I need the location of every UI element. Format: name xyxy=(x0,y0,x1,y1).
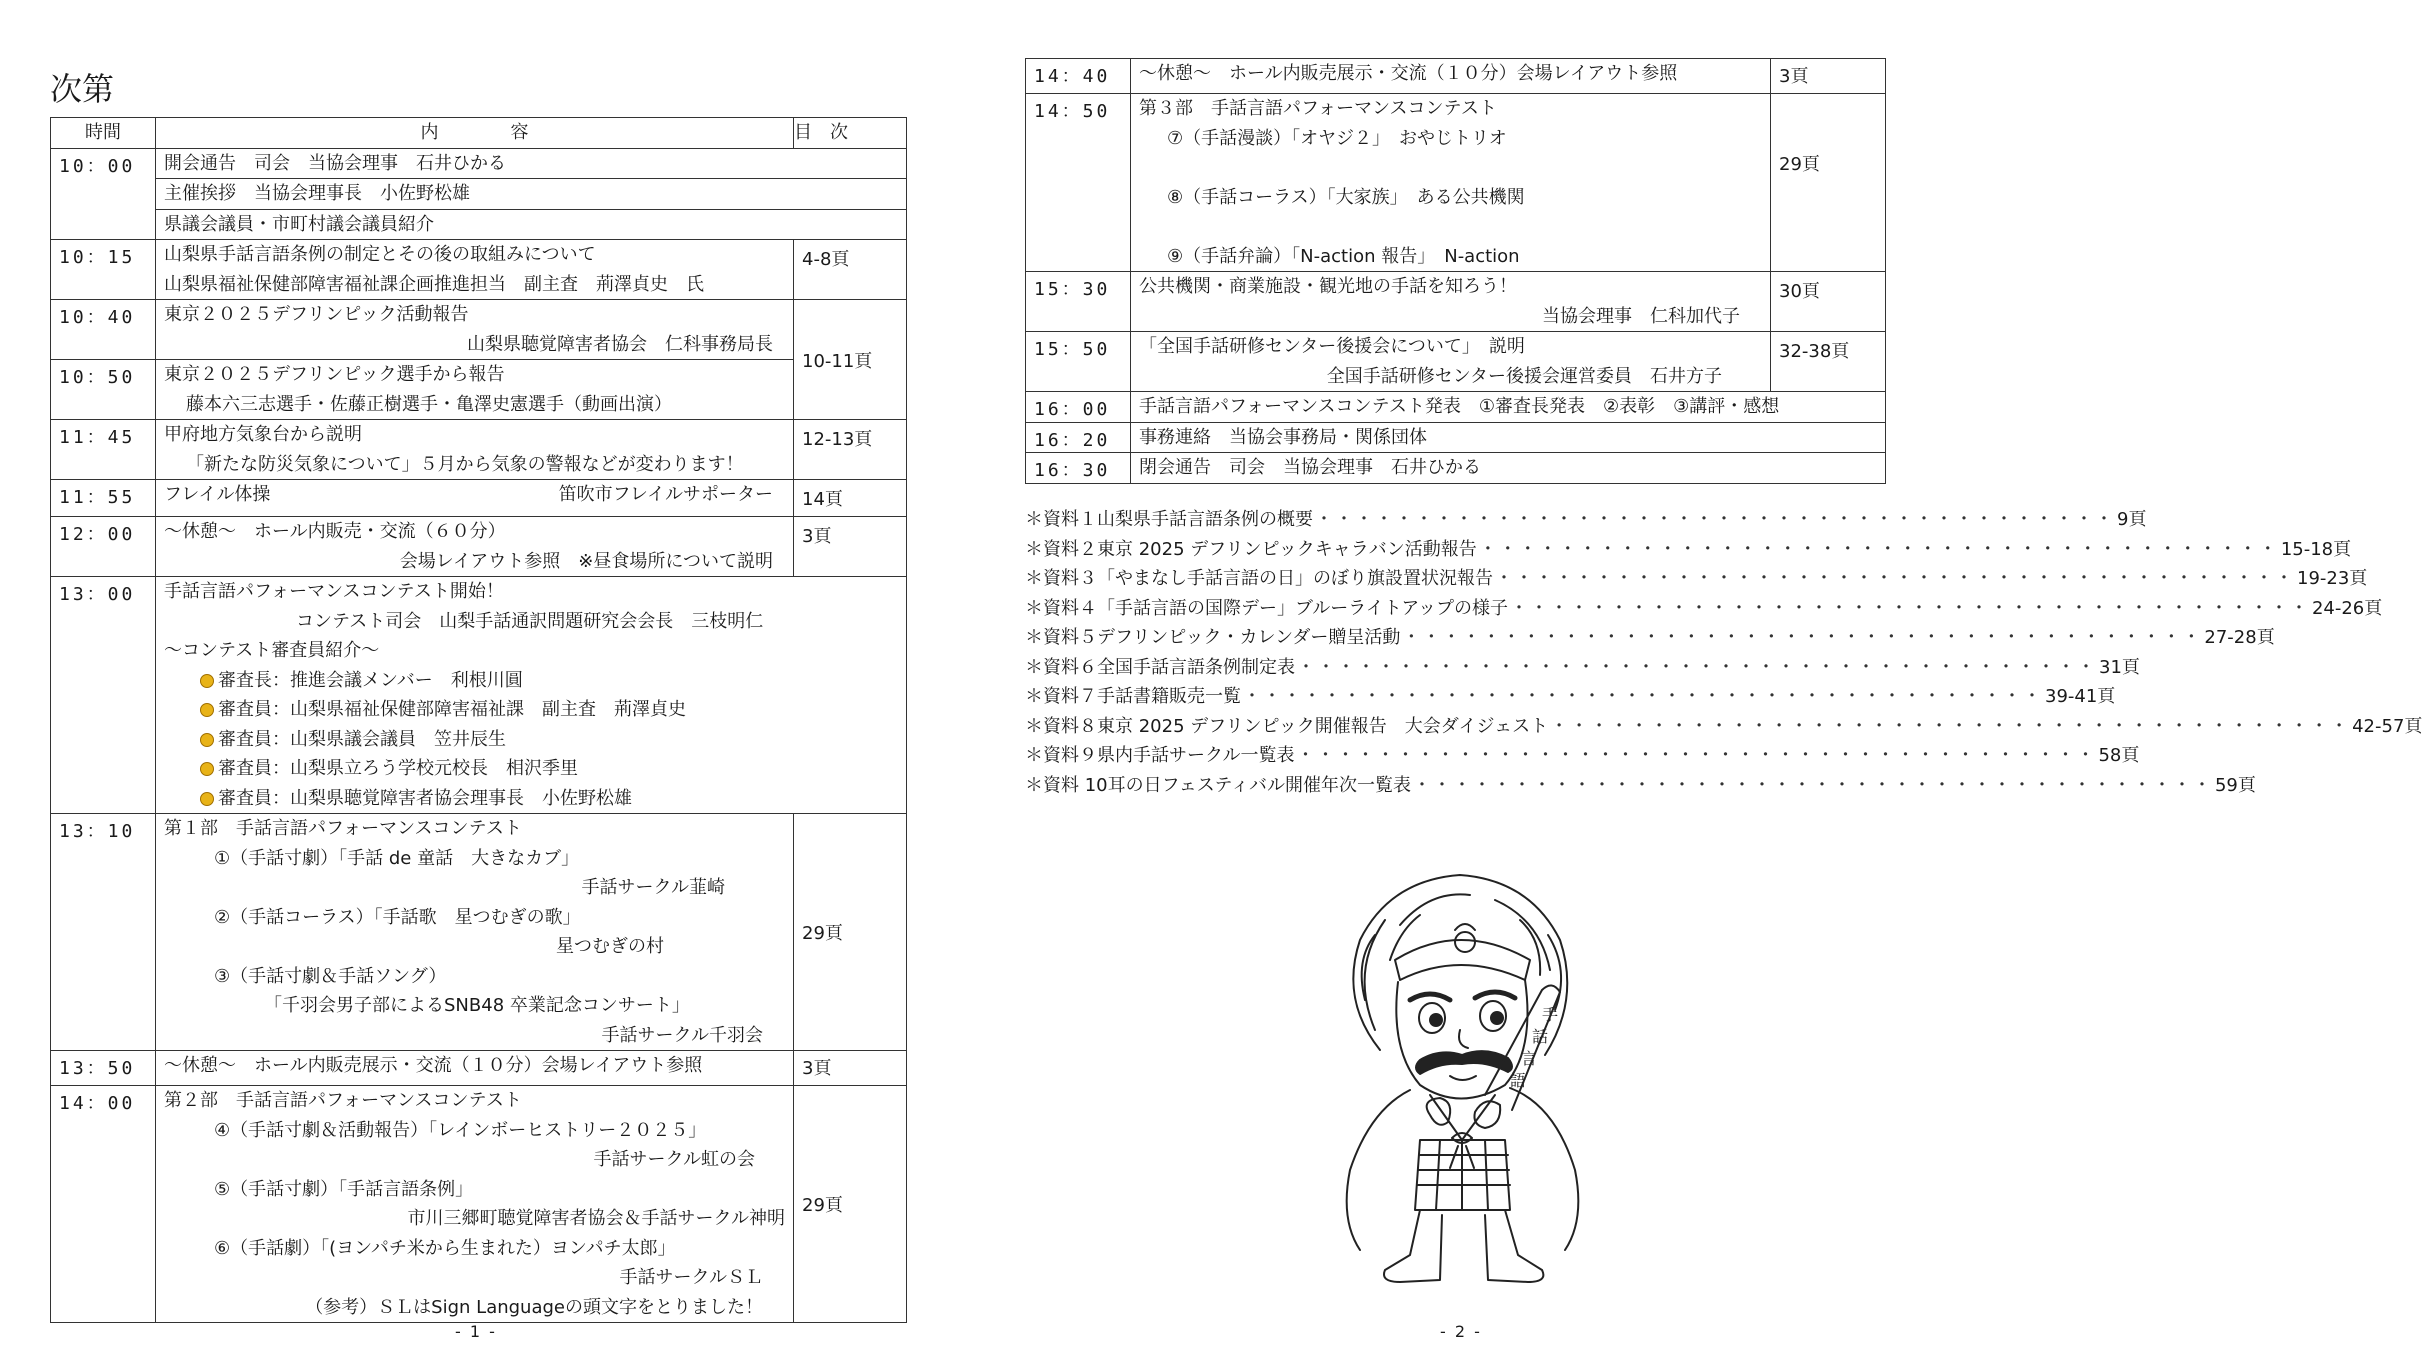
schedule-row xyxy=(51,517,907,577)
row-content xyxy=(156,577,907,814)
row-line: ～コンテスト審査員紹介～ xyxy=(164,640,380,661)
row-content xyxy=(156,420,794,480)
row-line-left: フレイル体操 xyxy=(164,484,271,505)
sunflower-icon xyxy=(200,674,214,688)
row-content xyxy=(1131,94,1771,272)
row-pages: 32-38頁 xyxy=(1771,332,1886,392)
row-line: 藤本六三志選手・佐藤正樹選手・亀澤史憲選手（動画出演） xyxy=(186,393,672,415)
schedule-table-left xyxy=(50,117,907,1323)
row-line: 会場レイアウト参照 ※昼食場所について説明 xyxy=(399,550,773,572)
row-line: 閉会通告 司会 当協会理事 石井ひかる xyxy=(1139,457,1481,478)
row-line: 星つむぎの村 xyxy=(556,936,664,957)
list-item: ＊資料８ 東京 2025 デフリンピック開催報告 大会ダイジェスト ・・・・・・・・・・・・・・・・・・・・・・・・・・・・・・・・・・・・・・・・ 42-57頁 xyxy=(1025,715,2422,737)
row-line: 「新たな防災気象について」５月から気象の警報などが変わります！ xyxy=(186,453,744,475)
list-item: ＊資料 10 耳の日フェスティバル開催年次一覧表 ・・・・・・・・・・・・・・・・・・・・・・・・・・・・・・・・・・・・・・・・ 59頁 xyxy=(1025,774,2256,796)
row-line: 山梨県福祉保健部障害福祉課企画推進担当 副主査 荊澤貞史 氏 xyxy=(164,273,704,295)
row-time: 13：10 xyxy=(51,814,156,1051)
row-time: 16：00 xyxy=(1026,392,1131,423)
judge-line: 審査員：山梨県立ろう学校元校長 相沢季里 xyxy=(156,754,906,784)
schedule-row xyxy=(1026,94,1886,272)
row-content xyxy=(156,240,794,300)
list-item: ＊資料７ 手話書籍販売一覧 ・・・・・・・・・・・・・・・・・・・・・・・・・・・・・・・・・・・・・・・・ 39-41頁 xyxy=(1025,686,2116,707)
row-line: 甲府地方気象台から説明 xyxy=(164,424,362,445)
row-time: 13：50 xyxy=(51,1051,156,1086)
row-time: 15：30 xyxy=(1026,272,1131,332)
row-content xyxy=(156,148,907,240)
row-time: 16：20 xyxy=(1026,422,1131,453)
header-content: 内 容 xyxy=(156,118,794,149)
sunflower-icon xyxy=(200,762,214,776)
svg-text:話: 話 xyxy=(1532,1027,1549,1046)
row-content xyxy=(156,1051,794,1086)
schedule-row xyxy=(51,300,907,360)
row-line: ⑧（手話コーラス）「大家族」 ある公共機関 xyxy=(1167,186,1525,208)
row-line: 手話言語パフォーマンスコンテスト開始！ xyxy=(164,581,504,602)
row-time: 14：50 xyxy=(1026,94,1131,272)
list-item: ＊資料４ 「手話言語の国際デー」ブルーライトアップの様子 ・・・・・・・・・・・・・・・・・・・・・・・・・・・・・・・・・・・・・・・・ 24-26頁 xyxy=(1025,597,2383,619)
sunflower-icon xyxy=(200,792,214,806)
row-line: 手話サークル虹の会 xyxy=(593,1149,755,1170)
row-line: 「千羽会男子部によるSNB48 卒業記念コンサート」 xyxy=(264,995,690,1016)
sunflower-icon xyxy=(200,733,214,747)
row-time: 10：50 xyxy=(51,360,156,420)
page-title: 次第 xyxy=(50,70,115,108)
row-time: 11：45 xyxy=(51,420,156,480)
row-line: 全国手話研修センター後援会運営委員 石井方子 xyxy=(1326,365,1722,387)
schedule-row xyxy=(51,1051,907,1086)
row-pages: 12-13頁 xyxy=(794,420,907,480)
row-time: 14：40 xyxy=(1026,59,1131,94)
schedule-row xyxy=(51,240,907,300)
row-line: 開会通告 司会 当協会理事 石井ひかる xyxy=(156,149,906,180)
row-content xyxy=(1131,392,1886,423)
header-pages: 目 次 xyxy=(794,118,907,149)
schedule-row xyxy=(51,480,907,517)
row-pages: 3頁 xyxy=(1771,59,1886,94)
row-line: 「全国手話研修センター後援会について」 説明 xyxy=(1139,336,1525,357)
row-content xyxy=(156,480,794,517)
table-header-row xyxy=(51,118,907,149)
row-line: ①（手話寸劇）「手話 de 童話 大きなカブ」 xyxy=(214,847,580,869)
page-number-left: - 1 - xyxy=(455,1322,497,1341)
row-pages: 30頁 xyxy=(1771,272,1886,332)
svg-text:語: 語 xyxy=(1510,1071,1527,1090)
svg-text:言: 言 xyxy=(1521,1049,1538,1068)
schedule-row xyxy=(51,814,907,1051)
row-line: ～休憩～ ホール内販売・交流（６０分） xyxy=(164,521,506,542)
row-line: 当協会理事 仁科加代子 xyxy=(1542,305,1740,327)
row-time: 13：00 xyxy=(51,577,156,814)
row-pages: 3頁 xyxy=(794,1051,907,1086)
row-line: ⑤（手話寸劇）「手話言語条例」 xyxy=(214,1178,474,1200)
row-content xyxy=(156,1086,794,1323)
schedule-row xyxy=(51,420,907,480)
row-content xyxy=(156,517,794,577)
row-line: 手話サークルＳＬ xyxy=(619,1267,763,1288)
row-content xyxy=(1131,332,1771,392)
row-line: ④（手話寸劇＆活動報告）「レインボーヒストリー２０２５」 xyxy=(214,1119,707,1141)
row-content xyxy=(156,360,794,420)
schedule-row xyxy=(1026,392,1886,423)
row-pages: 29頁 xyxy=(1771,94,1886,272)
list-item: ＊資料３ 「やまなし手話言語の日」のぼり旗設置状況報告 ・・・・・・・・・・・・・・・・・・・・・・・・・・・・・・・・・・・・・・・・ 19-23頁 xyxy=(1025,568,2368,589)
schedule-row xyxy=(1026,453,1886,484)
schedule-row xyxy=(1026,332,1886,392)
row-line: ②（手話コーラス）「手話歌 星つむぎの歌」 xyxy=(214,906,581,928)
row-content xyxy=(156,300,794,360)
row-time: 11：55 xyxy=(51,480,156,517)
row-line: 第２部 手話言語パフォーマンスコンテスト xyxy=(164,1090,522,1111)
row-line: 東京２０２５デフリンピック選手から報告 xyxy=(164,364,505,385)
schedule-row xyxy=(51,360,907,420)
schedule-table-right xyxy=(1025,58,1886,484)
row-line xyxy=(156,480,793,510)
judge-line: 審査員：山梨県議会議員 笠井辰生 xyxy=(156,725,906,755)
row-line: ⑨（手話弁論）「N-action 報告」 N-action xyxy=(1167,245,1520,267)
row-line: ～休憩～ ホール内販売展示・交流（１０分）会場レイアウト参照 xyxy=(1139,63,1678,84)
schedule-row xyxy=(1026,59,1886,94)
row-line: ～休憩～ ホール内販売展示・交流（１０分）会場レイアウト参照 xyxy=(164,1055,703,1076)
row-time: 10：15 xyxy=(51,240,156,300)
row-line: 第３部 手話言語パフォーマンスコンテスト xyxy=(1139,98,1497,119)
schedule-row xyxy=(51,148,907,240)
materials-list xyxy=(1025,505,2422,800)
row-line: コンテスト司会 山梨手話通訳問題研究会会長 三枝明仁 xyxy=(296,610,764,632)
row-time: 15：50 xyxy=(1026,332,1131,392)
row-time: 16：30 xyxy=(1026,453,1131,484)
row-line: 主催挨拶 当協会理事長 小佐野松雄 xyxy=(156,179,906,210)
row-content xyxy=(1131,272,1771,332)
row-time: 10：00 xyxy=(51,148,156,240)
list-item: ＊資料９ 県内手話サークル一覧表 ・・・・・・・・・・・・・・・・・・・・・・・・・・・・・・・・・・・・・・・・ 58頁 xyxy=(1025,745,2140,766)
row-content xyxy=(1131,59,1771,94)
mascot-illustration xyxy=(1280,850,1640,1300)
row-line: 山梨県聴覚障害者協会 仁科事務局長 xyxy=(467,333,773,355)
row-time: 14：00 xyxy=(51,1086,156,1323)
row-line: 第１部 手話言語パフォーマンスコンテスト xyxy=(164,818,522,839)
row-content xyxy=(156,814,794,1051)
row-line: ③（手話寸劇＆手話ソング） xyxy=(214,965,447,987)
row-pages: 14頁 xyxy=(794,480,907,517)
judge-line: 審査長：推進会議メンバー 利根川圓 xyxy=(156,666,906,696)
row-pages: 29頁 xyxy=(794,814,907,1051)
row-line: ⑥（手話劇）「(ヨンパチ米から生まれた）ヨンパチ太郎」 xyxy=(214,1237,676,1259)
sunflower-icon xyxy=(200,703,214,717)
list-item: ＊資料１ 山梨県手話言語条例の概要 ・・・・・・・・・・・・・・・・・・・・・・・・・・・・・・・・・・・・・・・・ 9頁 xyxy=(1025,509,2147,530)
row-line: 手話サークル千羽会 xyxy=(601,1024,763,1046)
schedule-row xyxy=(51,577,907,814)
row-line: 東京２０２５デフリンピック活動報告 xyxy=(164,304,469,325)
row-line: 手話サークル韮崎 xyxy=(581,877,725,898)
row-line: 市川三郷町聴覚障害者協会＆手話サークル神明 xyxy=(407,1208,785,1229)
row-pages: 29頁 xyxy=(794,1086,907,1323)
row-pages: 3頁 xyxy=(794,517,907,577)
judge-line: 審査員：山梨県聴覚障害者協会理事長 小佐野松雄 xyxy=(156,784,906,814)
row-time: 12：00 xyxy=(51,517,156,577)
schedule-row xyxy=(51,1086,907,1323)
svg-text:手: 手 xyxy=(1542,1005,1559,1024)
header-time: 時間 xyxy=(51,118,156,149)
judge-line: 審査員：山梨県福祉保健部障害福祉課 副主査 荊澤貞史 xyxy=(156,695,906,725)
page-number-right: - 2 - xyxy=(1440,1322,1482,1341)
list-item: ＊資料５ デフリンピック・カレンダー贈呈活動 ・・・・・・・・・・・・・・・・・・・・・・・・・・・・・・・・・・・・・・・・ 27-28頁 xyxy=(1025,627,2275,648)
row-line: 県議会議員・市町村議会議員紹介 xyxy=(164,213,434,235)
row-line: 事務連絡 当協会事務局・関係団体 xyxy=(1139,426,1427,448)
row-content xyxy=(1131,422,1886,453)
list-item: ＊資料２ 東京 2025 デフリンピックキャラバン活動報告 ・・・・・・・・・・・・・・・・・・・・・・・・・・・・・・・・・・・・・・・・ 15-18頁 xyxy=(1025,538,2352,560)
schedule-row xyxy=(1026,422,1886,453)
row-line: （参考）ＳＬはSign Languageの頭文字をとりました！ xyxy=(305,1296,763,1318)
row-line: ⑦（手話漫談）「オヤジ２」 おやじトリオ xyxy=(1167,127,1507,149)
row-content xyxy=(1131,453,1886,484)
row-time: 10：40 xyxy=(51,300,156,360)
row-line: 公共機関・商業施設・観光地の手話を知ろう！ xyxy=(1139,276,1517,297)
row-line: 手話言語パフォーマンスコンテスト発表 ①審査長発表 ②表彰 ③講評・感想 xyxy=(1139,396,1780,417)
list-item: ＊資料６ 全国手話言語条例制定表 ・・・・・・・・・・・・・・・・・・・・・・・・・・・・・・・・・・・・・・・・ 31頁 xyxy=(1025,656,2140,678)
row-line: 山梨県手話言語条例の制定とその後の取組みについて xyxy=(164,244,596,265)
row-pages: 4-8頁 xyxy=(794,240,907,300)
schedule-row xyxy=(1026,272,1886,332)
row-pages-merged: 10-11頁 xyxy=(794,300,907,420)
row-line-right: 笛吹市フレイルサポーター xyxy=(558,484,773,505)
